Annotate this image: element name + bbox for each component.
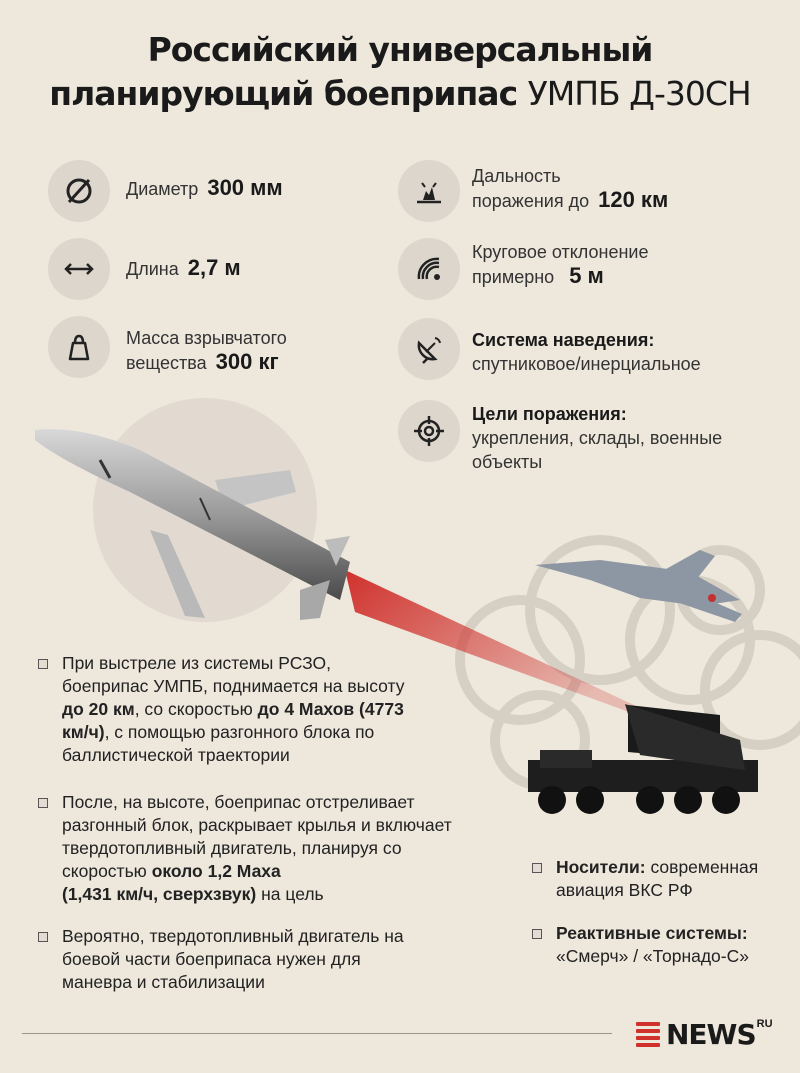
p2-line4 [62,860,512,883]
p2-line5 [62,883,512,906]
spec-guidance [472,328,701,376]
diameter-icon [48,160,110,222]
spec-range [472,164,668,213]
length-arrows-icon [48,238,110,300]
spec-targets-heading: Цели поражения: [472,404,627,424]
p1-speed-kmh: км/ч) [62,722,105,742]
carriers-block [556,856,796,902]
spec-targets-text-line1: укрепления, склады, военные [472,428,723,448]
p3-line2: боевой части боеприпаса нужен для [62,949,361,969]
paragraph-launch [62,652,482,767]
satellite-dish-icon [398,318,460,380]
spec-targets-text-line2: объекты [472,452,543,472]
news-logo [636,1018,773,1051]
p1-line2: боеприпас УМПБ, поднимается на высоту [62,676,405,696]
p2-speed-kmh: (1,431 км/ч, сверхзвук) [62,884,257,904]
spec-range-label-line2: поражения до [472,191,590,211]
title-line-2-model: УМПБ Д-30СН [527,74,751,113]
bullet-icon [38,932,48,942]
p1-line4 [62,721,482,744]
spec-deviation [472,240,648,289]
spec-length-label: Длина [126,259,179,279]
spec-weight-line2 [126,350,287,375]
rocket-systems-block [556,922,796,968]
carriers-heading: Носители: [556,857,646,877]
radar-icon [398,238,460,300]
spec-guidance-heading: Система наведения: [472,330,655,350]
spec-deviation-label-line1: Круговое отклонение [472,242,649,262]
title-line-1: Российский универсальный [147,30,653,69]
p1-altitude: до 20 км [62,699,135,719]
bullet-icon [38,659,48,669]
p2-text-2: на цель [261,884,324,904]
p1-line5: баллистической траектории [62,745,290,765]
logo-text: NEWS [666,1018,756,1051]
paragraph-engine [62,925,482,994]
rocket-systems-heading: Реактивные системы: [556,923,748,943]
logo-sup: RU [756,1018,773,1030]
spec-range-line2 [472,188,668,213]
carriers-text-line2: авиация ВКС РФ [556,880,693,900]
spec-deviation-label-line2: примерно [472,267,555,287]
p1-line1: При выстреле из системы РСЗО, [62,653,332,673]
bullet-icon [532,863,542,873]
p3-line3: маневра и стабилизации [62,972,265,992]
p3-line1: Вероятно, твердотопливный двигатель на [62,926,404,946]
launcher-truck-image [528,704,758,814]
spec-diameter-label: Диаметр [126,179,199,199]
carriers-text-line1: современная [650,857,759,877]
p2-text: скоростью [62,861,147,881]
spec-diameter [126,176,283,201]
spec-deviation-value: 5 м [569,263,604,288]
spec-weight-label-line1: Масса взрывчатого [126,328,287,348]
rocket-systems-text: «Смерч» / «Торнадо-С» [556,946,749,966]
p1-text: , со скоростью [134,699,253,719]
spec-weight-label-line2: вещества [126,353,207,373]
spec-diameter-value: 300 мм [207,175,283,200]
spec-weight-value: 300 кг [215,349,279,374]
p2-line2: разгонный блок, раскрывает крылья и включает [62,815,452,835]
logo-mark-icon [636,1022,660,1048]
spec-deviation-line2 [472,264,648,289]
spec-length-value: 2,7 м [187,255,241,280]
spec-targets [472,402,722,474]
p2-line1: После, на высоте, боеприпас отстреливает [62,792,415,812]
p2-speed: около 1,2 Маха [151,861,281,881]
footer-divider [22,1033,612,1034]
explosion-icon [398,160,460,222]
spec-guidance-text: спутниковое/инерциальное [472,354,701,374]
target-crosshair-icon [398,400,460,462]
spec-length [126,256,241,281]
paragraph-glide [62,791,512,906]
spec-range-label-line1: Дальность [472,166,561,186]
p2-line3: твердотопливный двигатель, планируя со [62,838,402,858]
p1-text-2: , с помощью разгонного блока по [104,722,375,742]
bullet-icon [38,798,48,808]
bullet-icon [532,929,542,939]
p1-line3 [62,698,482,721]
weight-icon [48,316,110,378]
title-line-2-bold: планирующий боеприпас [49,74,518,113]
p1-speed: до 4 Махов (4773 [257,699,404,719]
spec-range-value: 120 км [598,187,669,212]
spec-weight [126,326,287,375]
